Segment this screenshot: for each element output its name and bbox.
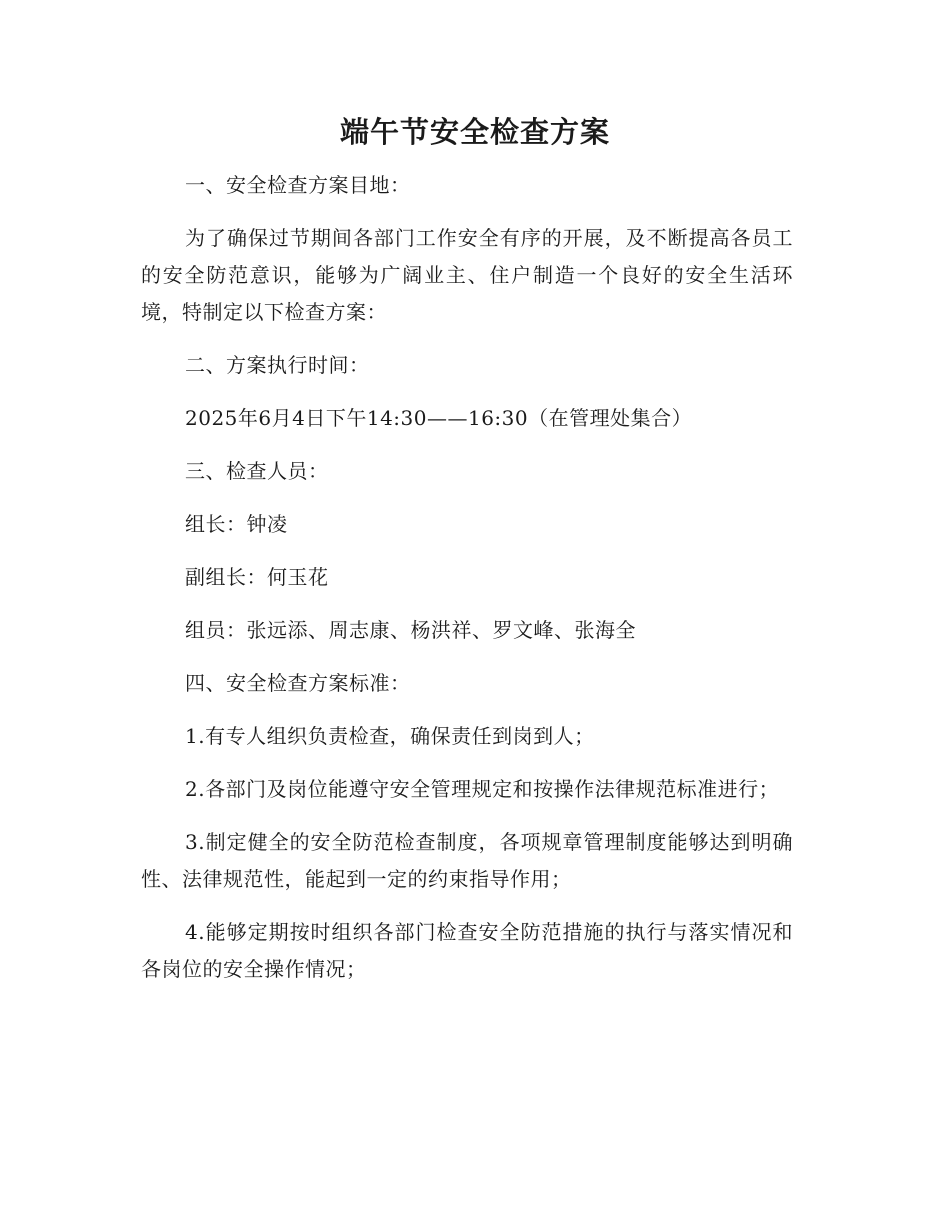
list-item: 1.有专人组织负责检查，确保责任到岗到人； (185, 724, 595, 748)
list-item: 3.制定健全的安全防范检查制度，各项规章管理制度能够达到明确性、法律规范性，能起到一定的约束指导作用； (141, 830, 793, 891)
section-heading-time: 二、方案执行时间： (185, 353, 370, 377)
paragraph-deputy-leader: 副组长：何玉花 (185, 565, 329, 589)
paragraph-members: 组员：张远添、周志康、杨洪祥、罗文峰、张海全 (185, 618, 636, 642)
paragraph-time: 2025年6月4日下午14:30——16:30（在管理处集合） (185, 406, 693, 430)
document-body (141, 167, 793, 988)
section-heading-personnel: 三、检查人员： (185, 459, 329, 483)
document-title: 端午节安全检查方案 (339, 115, 610, 149)
paragraph-purpose: 为了确保过节期间各部门工作安全有序的开展，及不断提高各员工的安全防范意识，能够为广阔业主、住户制造一个良好的安全生活环境，特制定以下检查方案： (141, 226, 793, 324)
paragraph-leader: 组长：钟凌 (185, 512, 288, 536)
section-heading-purpose: 一、安全检查方案目地： (185, 173, 411, 197)
list-item: 2.各部门及岗位能遵守安全管理规定和按操作法律规范标准进行； (185, 777, 780, 801)
list-item: 4.能够定期按时组织各部门检查安全防范措施的执行与落实情况和各岗位的安全操作情况； (141, 920, 793, 981)
section-heading-standards: 四、安全检查方案标准： (185, 671, 411, 695)
